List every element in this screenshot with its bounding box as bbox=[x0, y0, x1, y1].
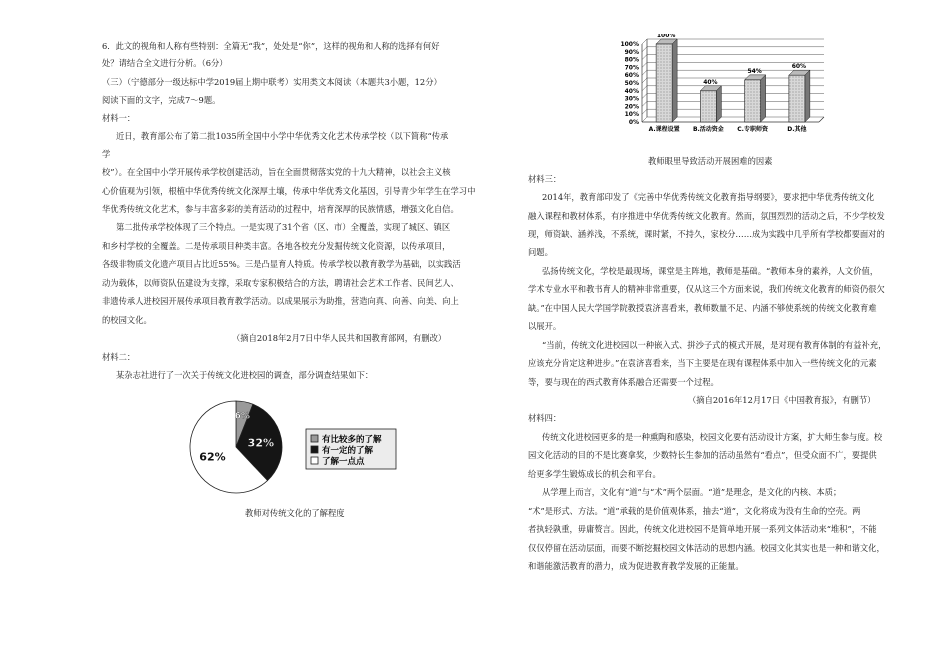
bar-side bbox=[761, 75, 766, 122]
text-line: 园文化活动的目的不是比赛拿奖，少数特长生参加的活动虽然有“看点”，但受众面不广，要提供 bbox=[528, 450, 877, 460]
text-line: 心价值观为引领，根植中华优秀传统文化深厚土壤，传承中华优秀文化基因，引导青少年学生在学习中 bbox=[102, 186, 476, 196]
bar-side bbox=[672, 39, 677, 122]
bar bbox=[745, 75, 766, 122]
text-line: （摘自2018年2月7日中华人民共和国教育部网，有删改） bbox=[232, 333, 447, 343]
text-line: 材料三： bbox=[528, 174, 562, 184]
grid-diag bbox=[642, 101, 647, 106]
text-line: 某杂志社进行了一次关于传统文化进校园的调查，部分调查结果如下： bbox=[116, 370, 374, 380]
bar-value-label: 60% bbox=[791, 63, 807, 71]
bar-x-tick-labels bbox=[649, 125, 807, 133]
text-line: 华优秀传统文化艺术，参与丰富多彩的美育活动的过程中，培育深厚的民族情感，增强文化自信。 bbox=[102, 204, 459, 214]
pie-value-label: 32% bbox=[247, 436, 275, 450]
pie-legend bbox=[306, 429, 396, 469]
legend-label: 有一定的了解 bbox=[322, 446, 374, 456]
text-line: “当前，传统文化进校园以一种嵌入式、拼沙子式的模式开展，是对现有教育体制的有益补充， bbox=[542, 340, 887, 350]
text-line: 阅读下面的文字，完成7～9题。 bbox=[102, 95, 221, 105]
text-line: 学 bbox=[102, 149, 111, 159]
text-line: 的校园文化。 bbox=[102, 315, 152, 325]
text-line: 材料二： bbox=[102, 352, 136, 362]
text-line: 应该充分肯定这种进步。”在袁济喜看来，当下主要是在现有课程体系中加入一些传统文化的元素 bbox=[528, 358, 877, 368]
text-line: 材料四： bbox=[528, 413, 562, 423]
text-line: 和谐能激活教育的潜力，成为促进教育教学发展的正能量。 bbox=[528, 561, 744, 571]
text-line: 学术专业水平和教书育人的精神非常重要，仅从这三个方面来说，我们传统文化教育的师资仍很欠 bbox=[528, 284, 885, 294]
y-tick-label: 90% bbox=[624, 48, 639, 56]
text-line: 问题。 bbox=[528, 247, 553, 257]
grid-diag bbox=[642, 117, 647, 122]
text-line: 传统文化进校园更多的是一种熏陶和感染，校园文化要有活动设计方案，扩大师生参与度。校 bbox=[542, 432, 883, 442]
text-line: 者执轻孰重，毋庸赘言。因此，传统文化进校园不是简单地开展一系列文体活动来“堆积”，不能 bbox=[528, 524, 877, 534]
grid-diag bbox=[642, 39, 647, 44]
text-line: “术”是形式、方法。“道”承载的是价值观体系，抽去“道”，文化将成为没有生命的空壳。两 bbox=[528, 506, 861, 516]
x-tick-label: D.其他 bbox=[787, 126, 807, 133]
text-line: 动为载体，以师资队伍建设为支撑，采取专家积极结合的方法，聘请社会艺术工作者、民间艺人、 bbox=[102, 278, 459, 288]
pie-value-label: 62% bbox=[199, 450, 226, 464]
text-line: 和乡村学校的全覆盖。二是传承项目种类丰富。各地各校充分发掘传统文化资源，以传承项目， bbox=[102, 241, 451, 251]
text-line: 近日，教育部公布了第二批1035所全国中小学中华优秀文化艺术传承学校（以下简称“传承 bbox=[116, 131, 449, 141]
pie-chart bbox=[186, 397, 406, 497]
pie-value-label: 6% bbox=[234, 411, 250, 422]
y-tick-label: 80% bbox=[624, 56, 639, 64]
y-tick-label: 30% bbox=[624, 95, 639, 103]
grid-diag bbox=[642, 109, 647, 114]
text-line: 现，师资缺、涵养浅，不系统，课时紧，不持久，家校分……成为实践中几乎所有学校都要面对的 bbox=[528, 229, 885, 239]
text-line: 仅仅停留在活动层面，而要不断挖掘校园文体活动的思想内涵。校园文化其实也是一种和谐文化， bbox=[528, 543, 885, 553]
legend-label: 有比较多的了解 bbox=[322, 435, 382, 445]
bar-side bbox=[716, 86, 721, 122]
grid-diag bbox=[642, 70, 647, 75]
bar-face bbox=[700, 91, 716, 122]
grid-diag bbox=[642, 55, 647, 60]
grid-diag bbox=[642, 78, 647, 83]
x-tick-label: C.专职师资 bbox=[737, 126, 768, 133]
bar-face bbox=[789, 75, 805, 122]
text-line: 2014年，教育部印发了《完善中华优秀传统文化教育指导纲要》，要求把中华优秀传统文化 bbox=[542, 192, 875, 202]
bar-side bbox=[805, 70, 810, 122]
floor-edge bbox=[819, 117, 824, 122]
x-tick-label: A.课程设置 bbox=[648, 126, 680, 133]
text-line: 融入课程和教材体系，有序推进中华优秀传统文化教育。然而，氛围烈烈的活动之后，不少学校发 bbox=[528, 211, 885, 221]
grid-diag bbox=[642, 47, 647, 52]
pie-caption: 教师对传统文化的了解程度 bbox=[245, 508, 345, 518]
grid-diag bbox=[642, 86, 647, 91]
text-line: 第二批传承学校体现了三个特点。一是实现了31个省（区、市）全覆盖，实现了城区、镇区 bbox=[116, 222, 451, 232]
legend-swatch bbox=[311, 457, 318, 464]
text-line: 以展开。 bbox=[528, 321, 562, 331]
text-line: 给更多学生锻炼成长的机会和平台。 bbox=[528, 469, 661, 479]
bar bbox=[700, 86, 721, 122]
bar bbox=[656, 39, 677, 122]
bar-face bbox=[745, 80, 761, 122]
text-line: （摘自2016年12月17日《中国教育报》，有删节） bbox=[688, 395, 876, 405]
y-tick-label: 40% bbox=[624, 87, 639, 95]
text-line: 处？请结合全文进行分析。（6分） bbox=[102, 58, 228, 68]
text-line: 等，要与现在的西式教育体系融合还需要一个过程。 bbox=[528, 377, 719, 387]
text-line: （三）（宁德部分一级达标中学2019届上期中联考）实用类文本阅读（本题共3小题，12分） bbox=[102, 77, 442, 87]
text-line: 非遗传承人进校园开展传承项目教育教学活动。以成果展示为助推，营造向真、向善、向美、向上 bbox=[102, 296, 459, 306]
grid-diag bbox=[642, 62, 647, 67]
y-tick-label: 20% bbox=[624, 103, 639, 111]
bar-y-tick-labels bbox=[620, 41, 639, 126]
text-line: 缺。”在中国人民大学国学院教授袁济喜看来，教师数量不足、内涵不够使系统的传统文化教育难 bbox=[528, 303, 877, 313]
y-tick-label: 10% bbox=[624, 111, 639, 119]
y-tick-label: 0% bbox=[628, 119, 639, 126]
y-tick-label: 60% bbox=[624, 72, 639, 80]
text-line: 校”）。在全国中小学开展传承学校创建活动，旨在全面贯彻落实党的十九大精神，以社会主义核 bbox=[102, 167, 451, 177]
x-tick-label: B.活动资金 bbox=[692, 126, 724, 133]
text-line: 材料一： bbox=[102, 113, 136, 123]
text-line: 6．此文的视角和人称有些特别：全篇无“我”，处处是“你”，这样的视角和人称的选择有何好 bbox=[102, 41, 440, 51]
bar-face bbox=[656, 44, 672, 122]
y-tick-label: 100% bbox=[620, 41, 639, 48]
y-tick-label: 70% bbox=[624, 64, 639, 72]
bar bbox=[789, 70, 810, 122]
text-line: 弘扬传统文化，学校是最现场，课堂是主阵地，教师是基础。“教师本身的素养，人文价值， bbox=[542, 266, 879, 276]
bar-chart bbox=[612, 34, 832, 142]
legend-label: 了解一点点 bbox=[322, 457, 365, 467]
text-line: 从学理上而言，文化有“道”与“术”两个层面。“道”是理念，是文化的内核、本质； bbox=[542, 487, 842, 497]
legend-swatch bbox=[311, 446, 318, 453]
bar-value-label: 100% bbox=[656, 34, 676, 39]
bar-value-label: 40% bbox=[703, 78, 718, 86]
legend-swatch bbox=[311, 435, 318, 442]
bar-value-label: 54% bbox=[747, 67, 762, 75]
grid-diag bbox=[642, 94, 647, 99]
text-line: 各级非物质文化遗产项目占比近55%。三是凸显育人特质。传承学校以教育教学为基础，以实践活 bbox=[102, 259, 461, 269]
y-tick-label: 50% bbox=[624, 80, 639, 87]
text-line: 教师眼里导致活动开展困难的因素 bbox=[648, 156, 773, 166]
